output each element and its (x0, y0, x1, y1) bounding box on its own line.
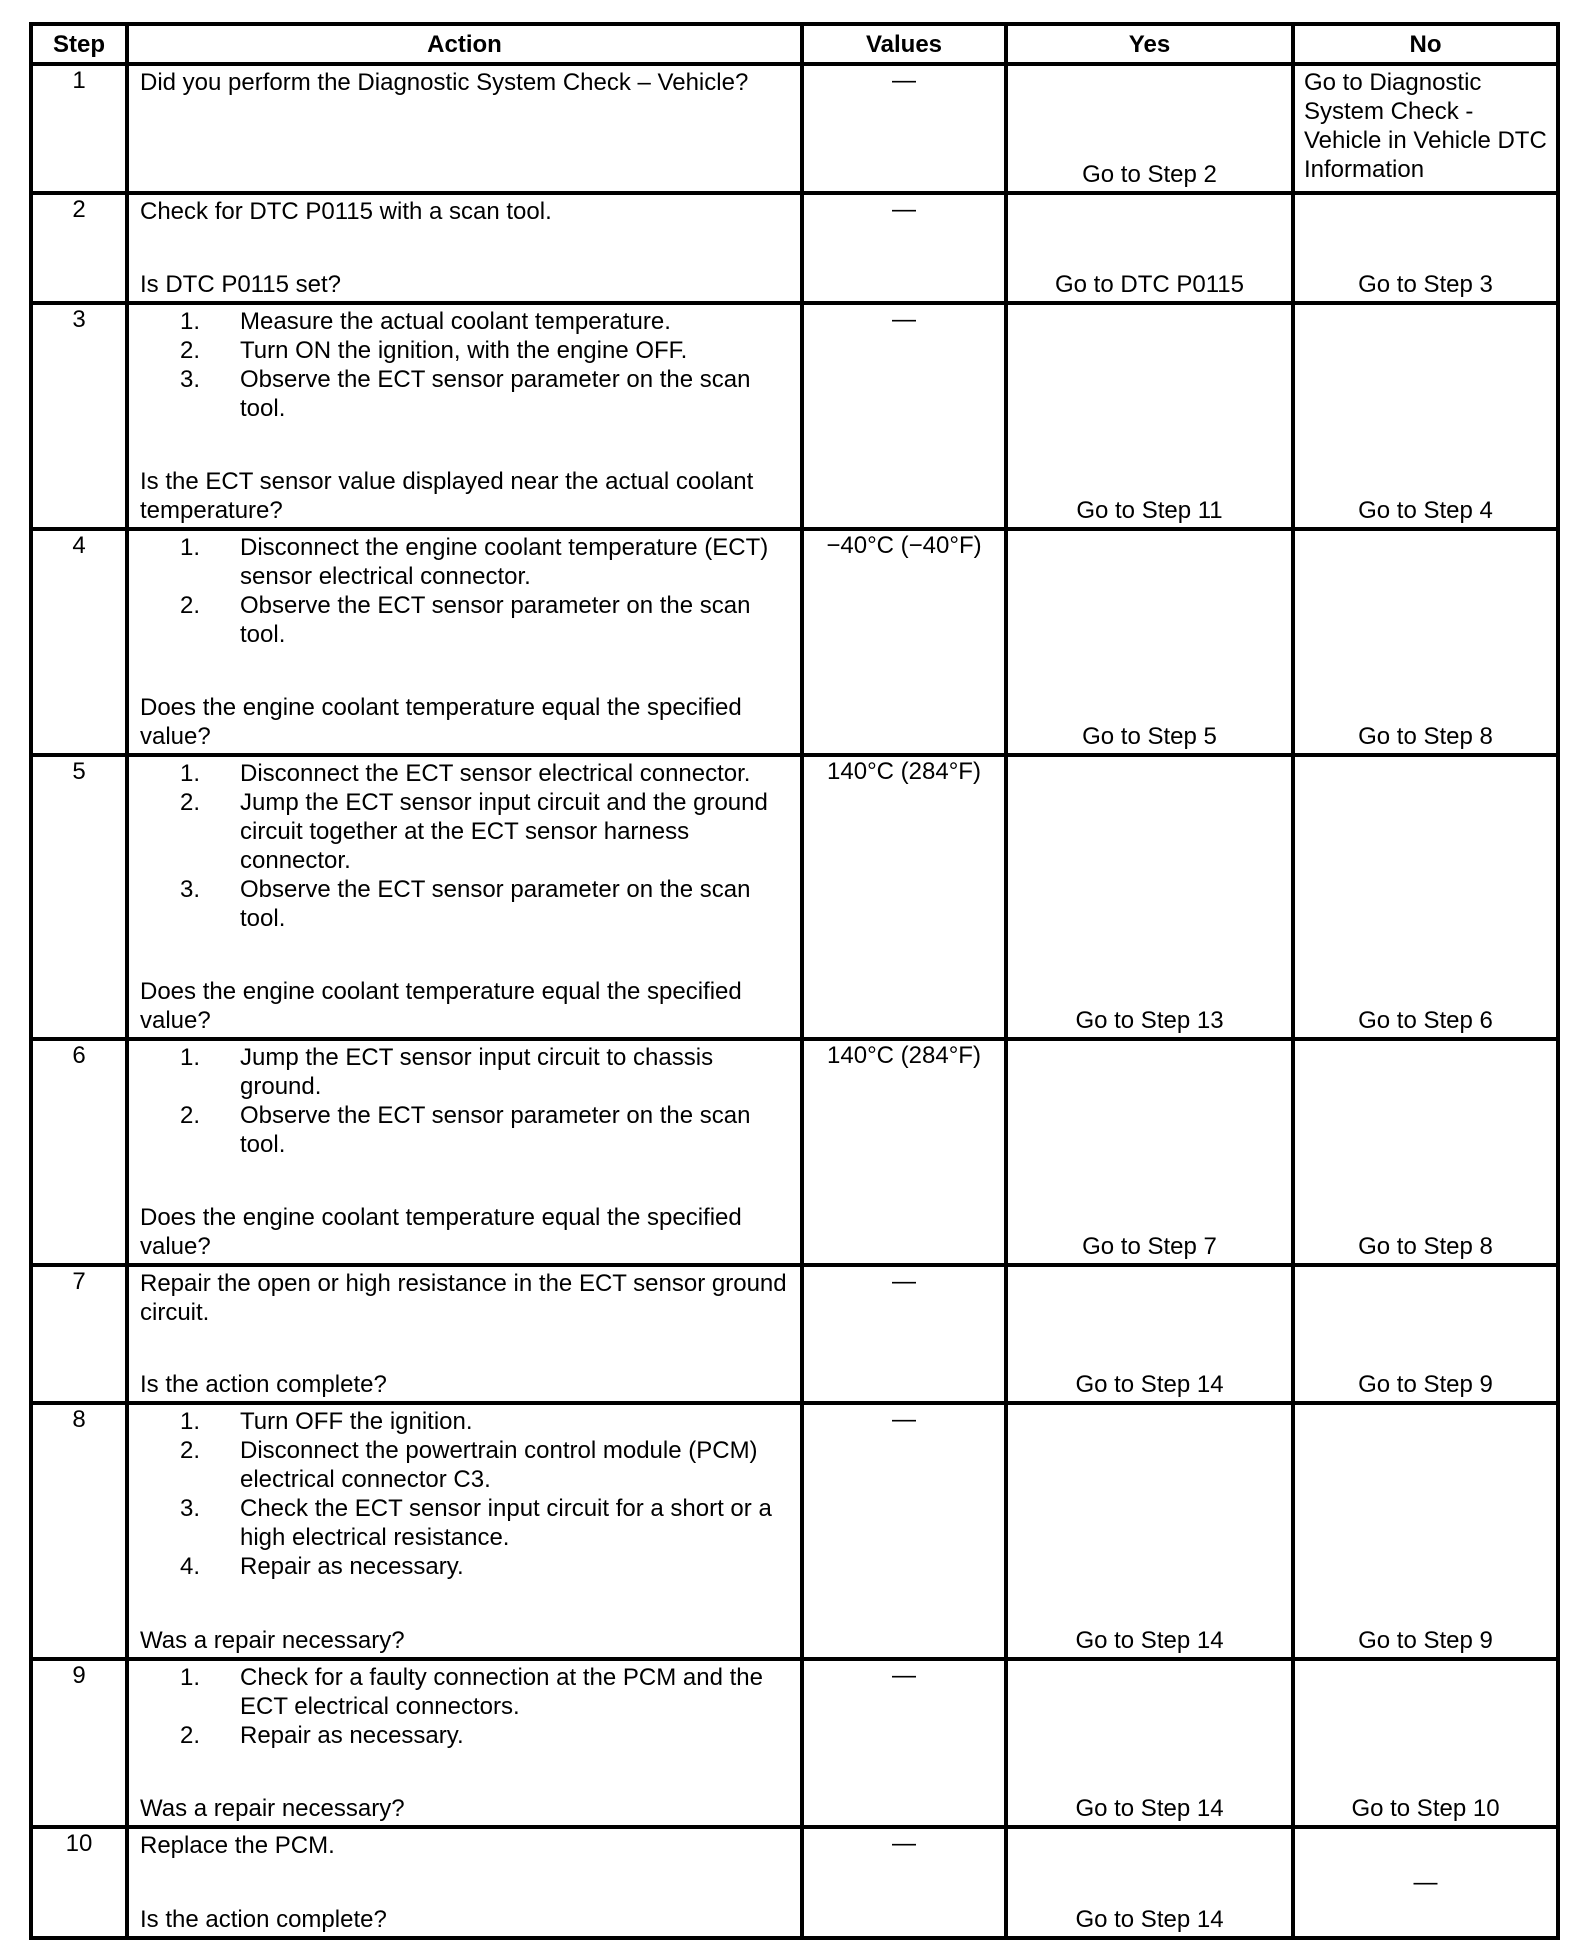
action-step-number: 1. (179, 1043, 200, 1071)
no-cell (1293, 64, 1558, 193)
action-steps-list (140, 307, 789, 423)
yes-cell (1006, 755, 1293, 1038)
no-cell (1293, 1659, 1558, 1828)
yes-result: Go to Step 14 (1075, 1795, 1224, 1823)
value-cell: — (802, 1827, 1006, 1938)
action-cell (127, 303, 802, 529)
table-body (31, 64, 1558, 1938)
action-cell (127, 1403, 802, 1658)
action-step-text: Disconnect the powertrain control module (PCM) electrical connector C3. (240, 1437, 758, 1494)
yes-cell (1006, 193, 1293, 304)
header-step: Step (31, 24, 127, 64)
action-question: Was a repair necessary? (140, 1795, 405, 1823)
action-step-item (140, 1101, 789, 1159)
action-step-number: 2. (179, 1437, 200, 1465)
yes-result: Go to DTC P0115 (1055, 271, 1244, 299)
no-cell (1293, 1039, 1558, 1265)
yes-cell (1006, 303, 1293, 529)
step-number: 3 (31, 303, 127, 529)
action-step-text: Measure the actual coolant temperature. (240, 308, 671, 336)
action-step-number: 1. (179, 534, 200, 562)
step-number: 4 (31, 529, 127, 755)
action-step-number: 3. (179, 366, 200, 394)
action-step-number: 3. (179, 876, 200, 904)
action-step-text: Repair as necessary. (240, 1721, 464, 1749)
yes-result: Go to Step 5 (1082, 723, 1217, 751)
action-cell (127, 1265, 802, 1404)
action-step-text: Repair as necessary. (240, 1553, 464, 1581)
action-step-item (140, 591, 789, 649)
table-row (31, 1039, 1558, 1265)
action-step-number: 1. (179, 760, 200, 788)
action-step-text: Check for a faulty connection at the PCM and the ECT electrical connectors. (240, 1663, 763, 1720)
action-cell (127, 529, 802, 755)
step-number: 6 (31, 1039, 127, 1265)
action-step-number: 2. (179, 789, 200, 817)
yes-result: Go to Step 14 (1075, 1626, 1224, 1654)
no-result: Go to Step 9 (1358, 1626, 1493, 1654)
action-intro: Check for DTC P0115 with a scan tool. (140, 197, 552, 225)
action-step-text: Observe the ECT sensor parameter on the scan tool. (240, 1101, 751, 1158)
step-number: 2 (31, 193, 127, 304)
action-step-text: Turn ON the ignition, with the engine OFF. (240, 337, 688, 365)
value-cell: — (802, 193, 1006, 304)
yes-cell (1006, 1265, 1293, 1404)
action-step-item (140, 336, 789, 365)
header-action: Action (127, 24, 802, 64)
yes-cell (1006, 1827, 1293, 1938)
value-cell: — (802, 1659, 1006, 1828)
action-step-number: 1. (179, 308, 200, 336)
step-number: 7 (31, 1265, 127, 1404)
diagnostic-table (29, 22, 1560, 1940)
step-number: 9 (31, 1659, 127, 1828)
action-question: Does the engine coolant temperature equal the specified value? (140, 977, 742, 1034)
action-cell (127, 193, 802, 304)
no-cell (1293, 1265, 1558, 1404)
yes-result: Go to Step 14 (1075, 1371, 1224, 1399)
table-row (31, 193, 1558, 304)
value-cell: — (802, 1403, 1006, 1658)
action-step-number: 2. (179, 592, 200, 620)
value-cell: — (802, 1265, 1006, 1404)
table-row (31, 1265, 1558, 1404)
table-row (31, 1827, 1558, 1938)
action-steps-list (140, 759, 789, 933)
action-question: Does the engine coolant temperature equal the specified value? (140, 694, 742, 751)
action-step-item (140, 788, 789, 875)
action-step-text: Jump the ECT sensor input circuit to chassis ground. (240, 1043, 714, 1100)
value-cell: −40°C (−40°F) (802, 529, 1006, 755)
no-result: Go to Step 10 (1351, 1795, 1500, 1823)
action-step-text: Check the ECT sensor input circuit for a short or a high electrical resistance. (240, 1495, 772, 1552)
action-step-number: 1. (179, 1663, 200, 1691)
action-step-text: Turn OFF the ignition. (240, 1408, 473, 1436)
action-step-item (140, 365, 789, 423)
action-step-item (140, 1721, 789, 1750)
no-cell (1293, 193, 1558, 304)
header-values: Values (802, 24, 1006, 64)
action-steps-list (140, 1407, 789, 1581)
yes-result: Go to Step 2 (1082, 160, 1217, 188)
yes-result: Go to Step 7 (1082, 1232, 1217, 1260)
yes-result: Go to Step 13 (1075, 1006, 1224, 1034)
action-step-item (140, 1494, 789, 1552)
table-row (31, 303, 1558, 529)
yes-cell (1006, 64, 1293, 193)
yes-cell (1006, 529, 1293, 755)
header-yes: Yes (1006, 24, 1293, 64)
action-step-text: Jump the ECT sensor input circuit and the ground circuit together at the ECT sensor harness connector. (240, 789, 768, 875)
no-result: Go to Step 8 (1358, 1232, 1493, 1260)
action-steps-list (140, 1043, 789, 1159)
action-step-number: 1. (179, 1408, 200, 1436)
action-step-number: 2. (179, 1101, 200, 1129)
value-cell: — (802, 64, 1006, 193)
action-question: Is the ECT sensor value displayed near the actual coolant temperature? (140, 468, 754, 525)
table-row (31, 755, 1558, 1038)
no-result: Go to Step 6 (1358, 1006, 1493, 1034)
action-question: Is the action complete? (140, 1371, 387, 1399)
no-cell (1293, 303, 1558, 529)
action-step-text: Observe the ECT sensor parameter on the scan tool. (240, 876, 751, 933)
action-step-item (140, 307, 789, 336)
action-step-number: 4. (179, 1553, 200, 1581)
no-result: — (1413, 1869, 1438, 1897)
action-step-text: Disconnect the ECT sensor electrical connector. (240, 760, 751, 788)
action-step-number: 3. (179, 1495, 200, 1523)
step-number: 8 (31, 1403, 127, 1658)
no-result: Go to Step 9 (1358, 1371, 1493, 1399)
value-cell: — (802, 303, 1006, 529)
action-question: Was a repair necessary? (140, 1626, 405, 1654)
action-intro: Replace the PCM. (140, 1832, 335, 1860)
no-cell (1293, 1827, 1558, 1938)
table-row (31, 1659, 1558, 1828)
action-step-text: Observe the ECT sensor parameter on the scan tool. (240, 592, 751, 649)
yes-result: Go to Step 14 (1075, 1906, 1224, 1933)
table-row (31, 1403, 1558, 1658)
action-step-item (140, 1663, 789, 1721)
action-steps-list (140, 1663, 789, 1750)
no-cell (1293, 755, 1558, 1038)
action-step-item (140, 1436, 789, 1494)
yes-cell (1006, 1403, 1293, 1658)
value-cell: 140°C (284°F) (802, 1039, 1006, 1265)
action-steps-list (140, 533, 789, 649)
no-result: Go to Step 3 (1358, 271, 1493, 299)
action-question: Is DTC P0115 set? (140, 271, 341, 299)
action-step-item (140, 1552, 789, 1581)
header-no: No (1293, 24, 1558, 64)
step-number: 5 (31, 755, 127, 1038)
yes-result: Go to Step 11 (1076, 497, 1223, 525)
step-number: 1 (31, 64, 127, 193)
no-result: Go to Step 8 (1358, 723, 1493, 751)
yes-cell (1006, 1039, 1293, 1265)
action-cell (127, 755, 802, 1038)
action-step-item (140, 759, 789, 788)
action-step-item (140, 1407, 789, 1436)
no-result: Go to Step 4 (1358, 497, 1493, 525)
action-intro: Repair the open or high resistance in the ECT sensor ground circuit. (140, 1269, 787, 1326)
no-cell (1293, 1403, 1558, 1658)
step-number: 10 (31, 1827, 127, 1938)
action-step-text: Observe the ECT sensor parameter on the scan tool. (240, 366, 751, 423)
action-step-item (140, 875, 789, 933)
action-step-text: Disconnect the engine coolant temperature (ECT) sensor electrical connector. (240, 534, 769, 591)
no-result: Go to Diagnostic System Check - Vehicle in Vehicle DTC Information (1304, 69, 1547, 183)
action-cell (127, 1827, 802, 1938)
action-cell (127, 1039, 802, 1265)
action-question: Does the engine coolant temperature equal the specified value? (140, 1203, 742, 1260)
action-intro: Did you perform the Diagnostic System Check – Vehicle? (140, 69, 749, 96)
table-row (31, 64, 1558, 193)
action-step-item (140, 533, 789, 591)
action-step-item (140, 1043, 789, 1101)
action-question: Is the action complete? (140, 1906, 387, 1933)
action-cell (127, 1659, 802, 1828)
action-cell (127, 64, 802, 193)
action-step-number: 2. (179, 1721, 200, 1749)
header-row (31, 24, 1558, 64)
table-row (31, 529, 1558, 755)
no-cell (1293, 529, 1558, 755)
yes-cell (1006, 1659, 1293, 1828)
value-cell: 140°C (284°F) (802, 755, 1006, 1038)
action-step-number: 2. (179, 337, 200, 365)
